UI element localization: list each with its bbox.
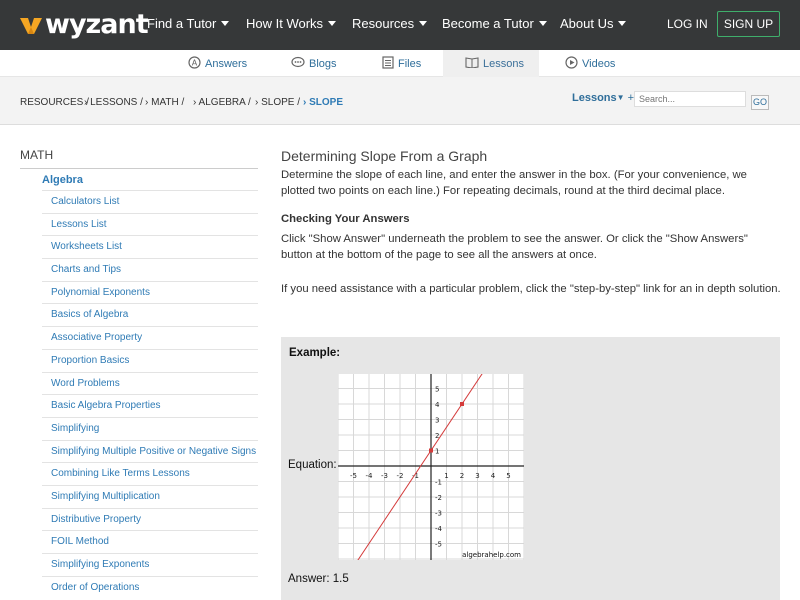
sidebar-item-lessons-list[interactable]: Lessons List bbox=[42, 213, 258, 236]
sidebar-item-simplifying[interactable]: Simplifying bbox=[42, 417, 258, 440]
blogs-icon bbox=[291, 56, 305, 72]
chevron-down-icon bbox=[419, 21, 427, 26]
tab-label: Answers bbox=[205, 57, 248, 70]
nav-how-it-works[interactable] bbox=[246, 16, 336, 32]
x-tick-label: 1 bbox=[444, 472, 449, 480]
login-link[interactable]: LOG IN bbox=[667, 17, 708, 31]
chevron-down-icon: ▼ bbox=[616, 93, 625, 102]
tab-files[interactable] bbox=[382, 50, 421, 77]
checking-heading: Checking Your Answers bbox=[281, 213, 410, 225]
y-tick-label: 1 bbox=[435, 447, 440, 456]
intro-paragraph: Determine the slope of each line, and enter the answer in the box. (For your convenience, we plotted two points on each line.) For repeating decimals, round at the third decimal place. bbox=[281, 169, 747, 197]
nav-label: Find a Tutor bbox=[147, 16, 217, 31]
sidebar-item-simplifying-exponents[interactable]: Simplifying Exponents bbox=[42, 553, 258, 576]
x-tick-label: -5 bbox=[350, 472, 357, 480]
x-tick-label: -2 bbox=[396, 472, 404, 480]
sidebar-item-worksheets-list[interactable]: Worksheets List bbox=[42, 235, 258, 258]
x-tick-label: -3 bbox=[381, 472, 388, 480]
sidebar-item-polynomial-exponents[interactable]: Polynomial Exponents bbox=[42, 281, 258, 304]
plus-icon: + bbox=[627, 92, 635, 104]
sidebar-item-combining-like-terms[interactable]: Combining Like Terms Lessons bbox=[42, 462, 258, 485]
slope-graph bbox=[338, 374, 524, 560]
sidebar-item-associative-property[interactable]: Associative Property bbox=[42, 326, 258, 349]
sidebar-item-charts-and-tips[interactable]: Charts and Tips bbox=[42, 258, 258, 281]
chevron-down-icon bbox=[618, 21, 626, 26]
nav-resources[interactable] bbox=[352, 16, 427, 32]
plotted-point bbox=[460, 402, 464, 406]
sidebar-item-proportion-basics[interactable]: Proportion Basics bbox=[42, 349, 258, 372]
tab-label: Videos bbox=[582, 57, 616, 70]
tab-answers[interactable] bbox=[188, 50, 247, 77]
sidebar-item-foil-method[interactable]: FOIL Method bbox=[42, 530, 258, 553]
search-go-button[interactable]: GO bbox=[751, 95, 769, 110]
equation-label: Equation: bbox=[288, 459, 337, 471]
tab-label: Blogs bbox=[309, 57, 337, 70]
y-tick-label: 4 bbox=[435, 401, 440, 409]
nav-find-a-tutor[interactable] bbox=[147, 16, 229, 32]
tab-blogs[interactable] bbox=[291, 50, 337, 77]
y-tick-label: -4 bbox=[435, 525, 442, 533]
checking-paragraph-2: If you need assistance with a particular problem, click the "step-by-step" link for an in depth solution. bbox=[281, 283, 781, 295]
breadcrumb-math[interactable]: › MATH / bbox=[145, 97, 185, 108]
top-navigation-bar bbox=[0, 0, 800, 50]
nav-about-us[interactable] bbox=[560, 16, 626, 32]
example-label: Example: bbox=[289, 347, 341, 359]
signup-button[interactable]: SIGN UP bbox=[717, 11, 780, 37]
y-tick-label: -5 bbox=[435, 540, 442, 549]
x-tick-label: -4 bbox=[365, 472, 373, 480]
wyzant-logo[interactable] bbox=[20, 11, 148, 39]
breadcrumb-resources[interactable]: RESOURCES / bbox=[20, 97, 89, 108]
x-tick-label: 3 bbox=[475, 472, 480, 480]
page-title: Determining Slope From a Graph bbox=[281, 148, 488, 164]
tab-lessons[interactable] bbox=[443, 50, 539, 77]
nav-label: Resources bbox=[352, 16, 415, 31]
y-tick-label: 3 bbox=[435, 416, 440, 425]
tab-label: Files bbox=[398, 57, 422, 70]
answer-text: Answer: 1.5 bbox=[288, 573, 349, 585]
breadcrumb-slope[interactable]: › SLOPE / bbox=[255, 97, 301, 108]
y-tick-label: 5 bbox=[435, 385, 440, 394]
sidebar-list bbox=[42, 190, 258, 598]
tab-videos[interactable] bbox=[565, 50, 615, 77]
x-tick-label: 5 bbox=[506, 472, 511, 480]
lesson-content bbox=[281, 147, 781, 297]
breadcrumb-current: › SLOPE bbox=[303, 97, 344, 108]
tab-label: Lessons bbox=[483, 57, 524, 70]
resources-subnav bbox=[0, 50, 800, 77]
nav-label: How It Works bbox=[246, 16, 324, 31]
sidebar-item-basics-of-algebra[interactable]: Basics of Algebra bbox=[42, 303, 258, 326]
sidebar-item-basic-algebra-properties[interactable]: Basic Algebra Properties bbox=[42, 394, 258, 417]
videos-icon bbox=[565, 56, 578, 72]
x-tick-label: 4 bbox=[490, 472, 496, 480]
lessons-dropdown-label: Lessons bbox=[572, 92, 617, 104]
example-panel bbox=[281, 337, 780, 600]
sidebar-title: MATH bbox=[20, 148, 54, 162]
checking-paragraph-1: Click "Show Answer" underneath the problem to see the answer. Or click the "Show Answers" button at the bottom of the page to see all the answers at once. bbox=[281, 233, 748, 261]
answers-icon bbox=[188, 56, 201, 72]
logo-mark-icon bbox=[20, 14, 42, 36]
nav-label: About Us bbox=[560, 16, 614, 31]
files-icon bbox=[382, 56, 394, 72]
chevron-down-icon bbox=[539, 21, 547, 26]
nav-label: Become a Tutor bbox=[442, 16, 534, 31]
graph-credit: algebrahelp.com bbox=[462, 551, 521, 559]
graph-svg bbox=[338, 374, 524, 560]
breadcrumb-lessons[interactable]: › LESSONS / bbox=[84, 97, 143, 108]
chevron-down-icon bbox=[328, 21, 336, 26]
chevron-down-icon bbox=[221, 21, 229, 26]
sidebar-item-simplifying-signs[interactable]: Simplifying Multiple Positive or Negative Signs bbox=[42, 440, 258, 463]
breadcrumb-algebra[interactable]: › ALGEBRA / bbox=[193, 97, 251, 108]
nav-become-a-tutor[interactable] bbox=[442, 16, 547, 32]
search-input[interactable] bbox=[634, 91, 746, 107]
sidebar-section-algebra[interactable]: Algebra bbox=[42, 174, 83, 186]
x-tick-label: 2 bbox=[459, 472, 465, 480]
x-tick-label: -1 bbox=[412, 472, 419, 480]
y-tick-label: -3 bbox=[435, 509, 442, 518]
sidebar-item-calculators-list[interactable]: Calculators List bbox=[42, 190, 258, 213]
sidebar-item-simplifying-multiplication[interactable]: Simplifying Multiplication bbox=[42, 485, 258, 508]
sidebar-item-order-of-operations[interactable]: Order of Operations bbox=[42, 576, 258, 599]
y-tick-label: -1 bbox=[435, 478, 442, 487]
y-tick-label: -2 bbox=[435, 494, 442, 502]
logo-text: wyzant bbox=[45, 9, 148, 40]
lessons-dropdown[interactable] bbox=[572, 92, 634, 104]
svg-text:A: A bbox=[191, 58, 198, 67]
plotted-point bbox=[429, 449, 433, 453]
y-tick-label: 2 bbox=[435, 432, 440, 440]
sidebar-item-word-problems[interactable]: Word Problems bbox=[42, 372, 258, 395]
sidebar-item-distributive-property[interactable]: Distributive Property bbox=[42, 508, 258, 531]
lessons-icon bbox=[465, 56, 479, 71]
sidebar-divider bbox=[20, 168, 258, 169]
